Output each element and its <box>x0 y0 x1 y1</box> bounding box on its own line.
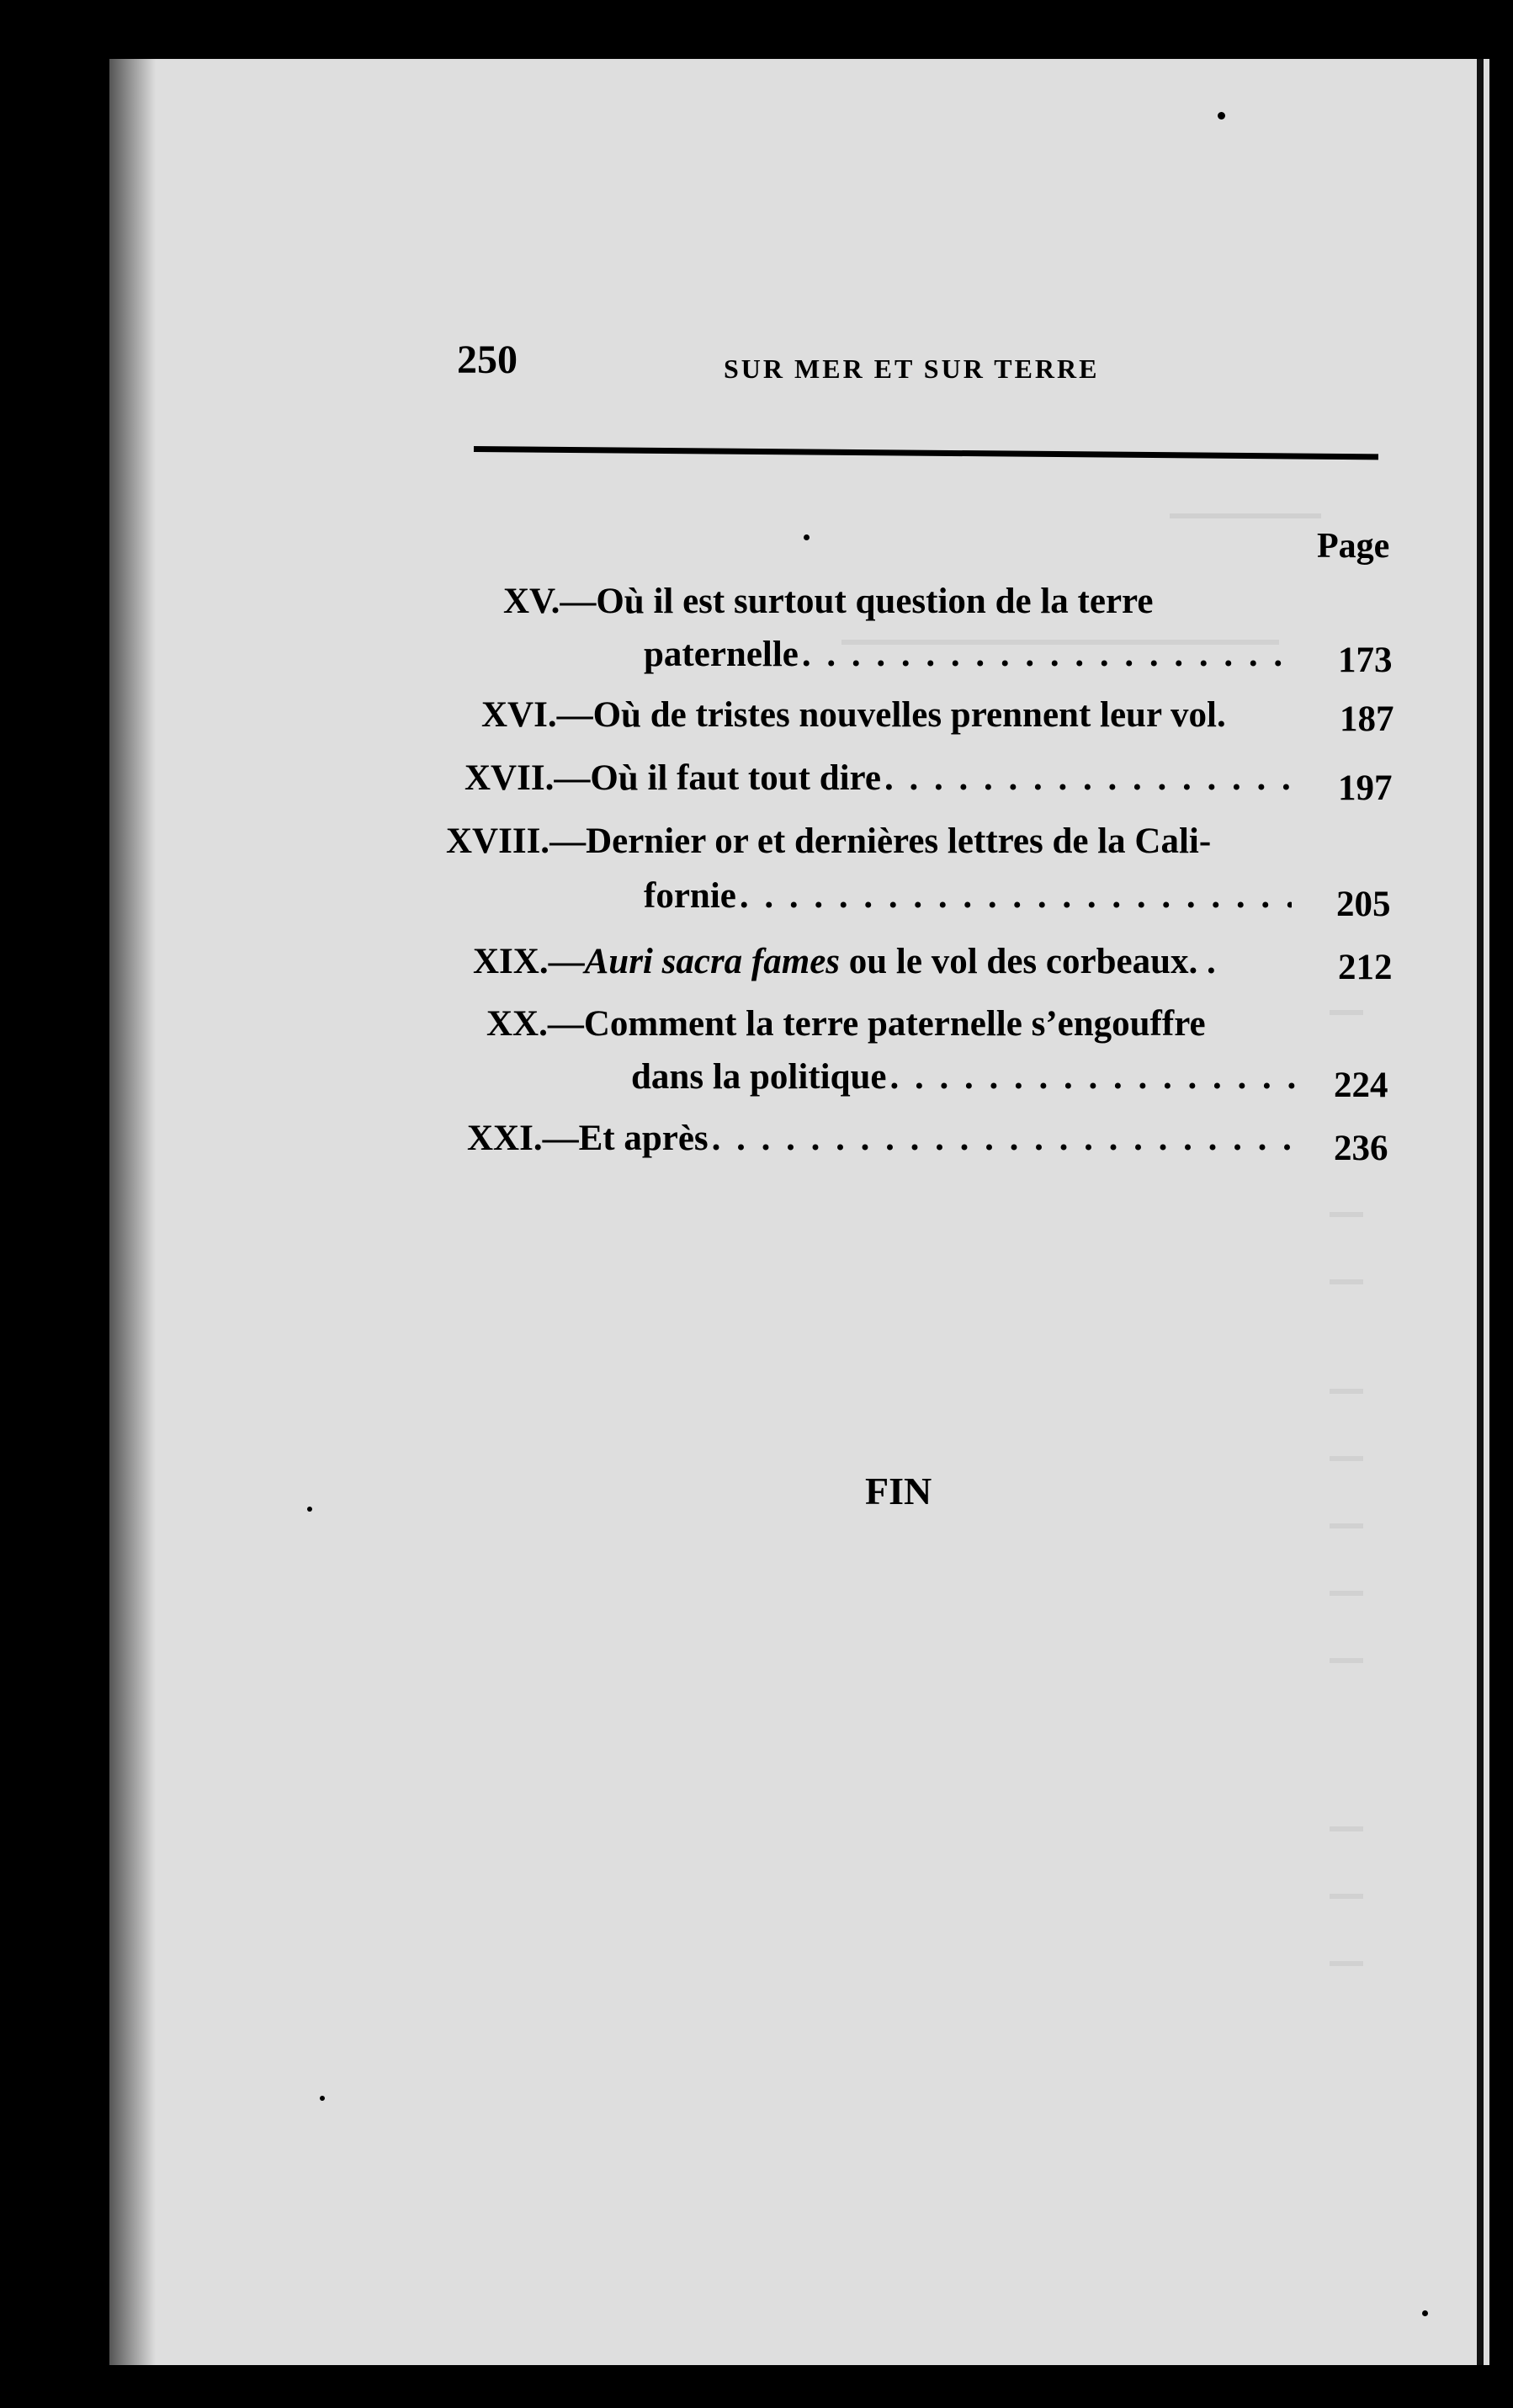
page-number: 250 <box>457 338 518 382</box>
page-edge <box>1477 59 1484 2365</box>
toc-title: —Dernier or et dernières lettres de la Cali- <box>549 821 1212 861</box>
end-mark: FIN <box>865 1470 932 1512</box>
toc-page-number: 187 <box>1340 699 1394 739</box>
scan-speck <box>320 2096 325 2101</box>
toc-title-suffix: ou le vol des corbeaux. . <box>840 942 1216 981</box>
dot-leaders <box>802 634 1292 675</box>
toc-numeral: XX. <box>486 1004 548 1044</box>
toc-numeral: XXI. <box>467 1119 543 1158</box>
toc-numeral: XVII. <box>465 758 555 798</box>
toc-entry-xvi <box>481 694 1323 736</box>
toc-entry-xv-line1 <box>503 581 1311 622</box>
running-title: SUR MER ET SUR TERRE <box>724 353 1100 384</box>
toc-title: dans la politique <box>631 1057 887 1097</box>
toc-numeral: XVIII. <box>446 821 550 861</box>
scan-speck <box>1422 2310 1428 2316</box>
toc-entry-xix <box>473 941 1306 982</box>
toc-page-number: 197 <box>1338 768 1393 808</box>
toc-page-number: 224 <box>1334 1066 1388 1105</box>
toc-entry-xviii-line1 <box>446 821 1313 862</box>
page-column-label: Page <box>1317 527 1390 566</box>
toc-numeral: XV. <box>503 582 560 621</box>
dot-leaders <box>740 875 1292 917</box>
binding-shadow <box>109 59 156 2365</box>
toc-entry-xx-line2 <box>631 1056 1296 1098</box>
toc-page-number: 205 <box>1336 885 1391 924</box>
toc-title: fornie <box>644 876 736 916</box>
toc-page-number: 236 <box>1334 1129 1388 1168</box>
toc-entry-xviii-line2 <box>644 875 1292 917</box>
toc-page-number: 173 <box>1338 641 1393 680</box>
toc-title: —Où il est surtout question de la terre <box>560 582 1154 621</box>
toc-entry-xx-line1 <box>486 1003 1311 1045</box>
toc-page-number: 212 <box>1338 948 1393 987</box>
dot-leaders <box>884 757 1293 799</box>
toc-title-latin: Auri sacra fames <box>584 942 841 981</box>
scan-speck <box>307 1507 312 1512</box>
toc-numeral: XIX. <box>473 942 549 981</box>
toc-entry-xv-line2 <box>644 634 1292 675</box>
scan-speck <box>1218 112 1225 120</box>
toc-title-prefix: — <box>548 942 585 981</box>
toc-title: —Et après <box>542 1119 709 1158</box>
toc-title: paternelle <box>644 635 799 674</box>
dot-leaders <box>712 1118 1292 1159</box>
toc-title: —Comment la terre paternelle s’engouffre <box>547 1004 1206 1044</box>
toc-entry-xxi <box>467 1118 1292 1159</box>
toc-entry-xvii <box>465 757 1293 799</box>
toc-numeral: XVI. <box>481 695 557 735</box>
scan-speck <box>804 534 810 540</box>
toc-title: —Où il faut tout dire <box>554 758 881 798</box>
dot-leaders <box>890 1056 1297 1098</box>
toc-title: —Où de tristes nouvelles prennent leur vol. <box>556 695 1226 735</box>
book-page <box>109 59 1489 2365</box>
